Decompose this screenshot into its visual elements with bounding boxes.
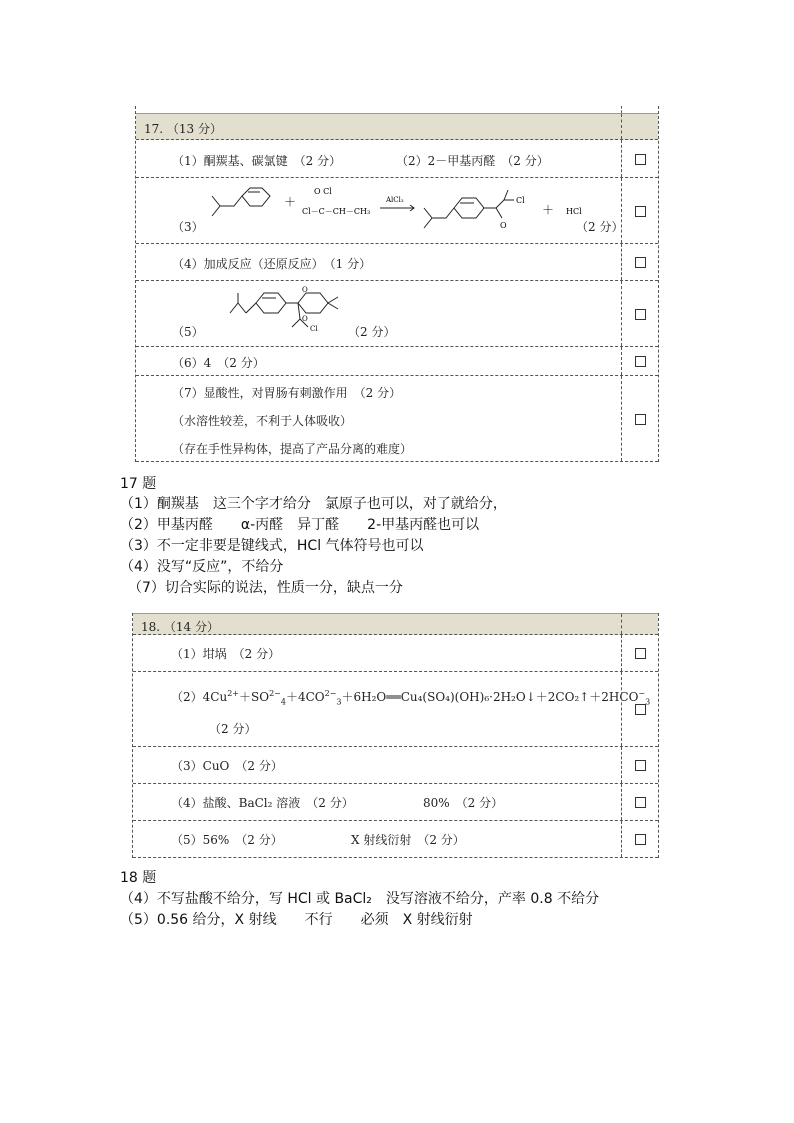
q17-product-o: O <box>500 221 507 230</box>
q17-answer-2: （2）2－甲基丙醛 （2 分） <box>396 154 549 168</box>
q17-header-check-col <box>621 114 658 139</box>
q18-answer-5b: X 射线衍射 （2 分） <box>351 833 465 847</box>
notes17-line-3: （3）不一定非要是键线式，HCl 气体符号也可以 <box>120 538 424 554</box>
q17-answer-4: （4）加成反应（还原反应） （1 分） <box>172 257 372 271</box>
q17-product-cl: Cl <box>516 196 525 205</box>
notes18-title: 18 题 <box>120 870 157 886</box>
q17-answer-5-label: （5） <box>172 325 204 339</box>
notes17-title: 17 题 <box>120 476 157 492</box>
notes18-line-1: （4）不写盐酸不给分，写 HCl 或 BaCl₂ 没写溶液不给分，产率 0.8 不给分 <box>120 891 600 907</box>
q17-answer-5-score: （2 分） <box>348 325 396 339</box>
q17-spacer-check-col <box>621 106 658 113</box>
q18-answer-3: （3）CuO （2 分） <box>171 759 283 773</box>
q17-row-6 <box>136 347 658 376</box>
notes18-line-2: （5）0.56 给分，X 射线 不行 必须 X 射线衍射 <box>120 912 473 928</box>
q18-equation: $(2)4Cu^{2+}+SO^{2-}_4+4CO^{2-}_3+6H_2O══Cu_4(SO_4)(OH)_6\cdot 2H_2O↓+2CO_2↑+2HCO^-_3$ <box>171 689 651 707</box>
q18-header-check-col <box>621 614 658 634</box>
q18-answer-table <box>132 613 659 858</box>
q17-reaction-scheme <box>196 182 616 242</box>
q18-answer-4a: （4）盐酸、BaCl₂ 溶液 （2 分） <box>171 796 354 810</box>
q17-reagent-top: O Cl <box>314 187 332 196</box>
q18-row-5 <box>133 821 658 858</box>
q17-row-5 <box>136 281 658 347</box>
q17-checkbox-3[interactable] <box>635 206 646 217</box>
q17-answer-7a: （7）显酸性，对胃肠有刺激作用 （2 分） <box>172 386 402 400</box>
notes17-line-4: （4）没写“反应”，不给分 <box>120 559 284 575</box>
q17-answer-6: （6）4 （2 分） <box>172 356 265 370</box>
q17-hcl: HCl <box>566 207 582 216</box>
q18-row-3 <box>133 747 658 784</box>
q17-answer-7b: （水溶性较差，不利于人体吸收） <box>172 414 353 428</box>
q17-row-7 <box>136 376 658 462</box>
q18-answer-1: （1）坩埚 （2 分） <box>171 647 281 661</box>
q17-row-3 <box>136 178 658 244</box>
q18-answer-2-score: （2 分） <box>209 722 257 736</box>
q18-answer-5a: （5）56% （2 分） <box>171 833 283 847</box>
q17-answer-7c: （存在手性异构体，提高了产品分离的难度） <box>172 442 413 456</box>
q17-checkbox-7[interactable] <box>635 414 646 425</box>
q18-row-4 <box>133 784 658 821</box>
q17-acetal-structure <box>226 283 366 345</box>
q17-row-spacer <box>136 106 658 113</box>
q17-header: 17. （13 分） <box>144 122 222 136</box>
q18-row-2 <box>133 672 658 747</box>
q17-checkbox-6[interactable] <box>635 356 646 367</box>
q18-checkbox-3[interactable] <box>635 760 646 771</box>
q17-answer-3-label: （3） <box>172 220 204 234</box>
q18-header-row <box>133 613 658 635</box>
q17-answer-table <box>135 106 659 462</box>
q17-answer-3-score: （2 分） <box>576 220 624 234</box>
q18-checkbox-5[interactable] <box>635 834 646 845</box>
q17-checkbox-5[interactable] <box>635 309 646 320</box>
q17-answer-1: （1）酮羰基、碳氯键 （2 分） <box>172 154 342 168</box>
q17-acetal-o2: O <box>302 315 308 323</box>
q18-checkbox-2[interactable] <box>635 704 646 715</box>
q17-catalyst: AlCl₃ <box>386 196 404 204</box>
q17-checkbox-1[interactable] <box>635 154 646 165</box>
q17-header-row <box>136 113 658 140</box>
notes17-line-2: （2）甲基丙醛 α-丙醛 异丁醛 2-甲基丙醛也可以 <box>120 517 480 533</box>
q17-checkbox-4[interactable] <box>635 257 646 268</box>
q18-checkbox-4[interactable] <box>635 797 646 808</box>
svg-text:＋: ＋ <box>542 203 555 217</box>
q17-reagent: Cl－C－CH－CH₃ <box>302 207 371 216</box>
q18-row-1 <box>133 635 658 672</box>
notes17-line-1: （1）酮羰基 这三个字才给分 氯原子也可以，对了就给分， <box>120 496 507 512</box>
q18-answer-4b: 80% （2 分） <box>423 796 504 810</box>
q17-acetal-cl: Cl <box>310 325 318 333</box>
q18-header: 18. （14 分） <box>141 620 219 634</box>
q17-row-1 <box>136 140 658 178</box>
notes17-line-5: （7）切合实际的说法，性质一分，缺点一分 <box>128 580 403 596</box>
svg-text:＋: ＋ <box>284 195 297 209</box>
q17-row-4 <box>136 244 658 281</box>
q18-checkbox-1[interactable] <box>635 648 646 659</box>
q17-acetal-o1: O <box>302 286 308 294</box>
